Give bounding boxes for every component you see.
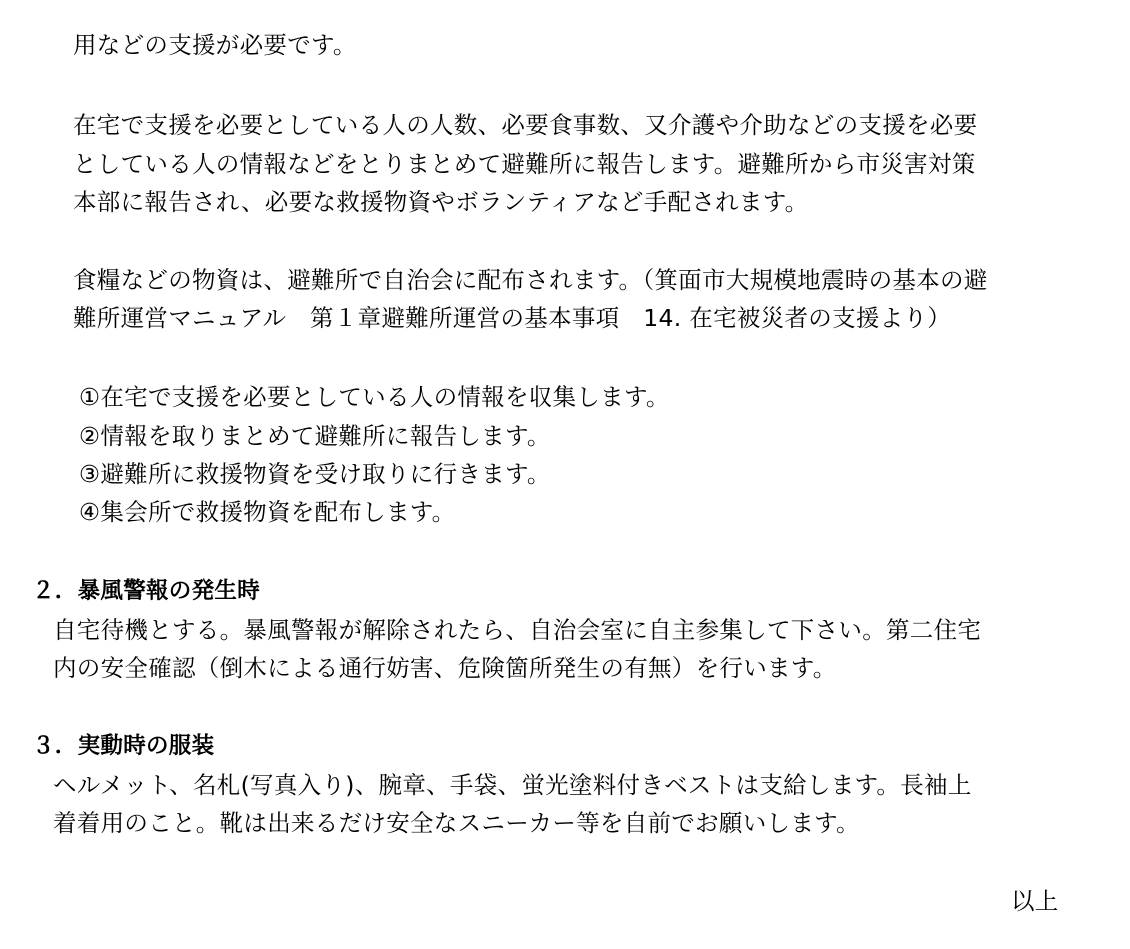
para-2-line-2: 難所運営マニュアル 第１章避難所運営の基本事項 14. 在宅被災者の支援より） [73, 304, 952, 332]
step-item-2: ②情報を取りまとめて避難所に報告します。 [79, 422, 551, 450]
para-1-line-2: としている人の情報などをとりまとめて避難所に報告します。避難所から市災害対策 [73, 150, 976, 178]
intro-line: 用などの支援が必要です。 [73, 31, 357, 59]
closing-mark: 以上 [1011, 887, 1059, 915]
section-3-line-2: 着着用のこと。靴は出来るだけ安全なスニーカー等を自前でお願いします。 [53, 809, 860, 837]
section-2-line-2: 内の安全確認（倒木による通行妨害、危険箇所発生の有無）を行います。 [53, 654, 837, 682]
step-item-4: ④集会所で救援物資を配布します。 [79, 498, 456, 526]
para-1-line-3: 本部に報告され、必要な救援物資やボランティアなど手配されます。 [73, 188, 809, 216]
para-1-line-1: 在宅で支援を必要としている人の人数、必要食事数、又介護や介助などの支援を必要 [73, 111, 978, 139]
section-3-line-1: ヘルメット、名札(写真入り)、腕章、手袋、蛍光塗料付きベストは支給します。長袖上 [53, 771, 972, 799]
section-2-line-1: 自宅待機とする。暴風警報が解除されたら、自治会室に自主参集して下さい。第二住宅 [53, 616, 982, 644]
step-item-1: ①在宅で支援を必要としている人の情報を収集します。 [79, 383, 670, 411]
section-3-heading: ３．実動時の服装 [32, 733, 215, 759]
step-item-3: ③避難所に救援物資を受け取りに行きます。 [79, 460, 551, 488]
section-2-heading: ２．暴風警報の発生時 [32, 578, 261, 604]
para-2-line-1: 食糧などの物資は、避難所で自治会に配布されます。（箕面市大規模地震時の基本の避 [73, 266, 988, 294]
